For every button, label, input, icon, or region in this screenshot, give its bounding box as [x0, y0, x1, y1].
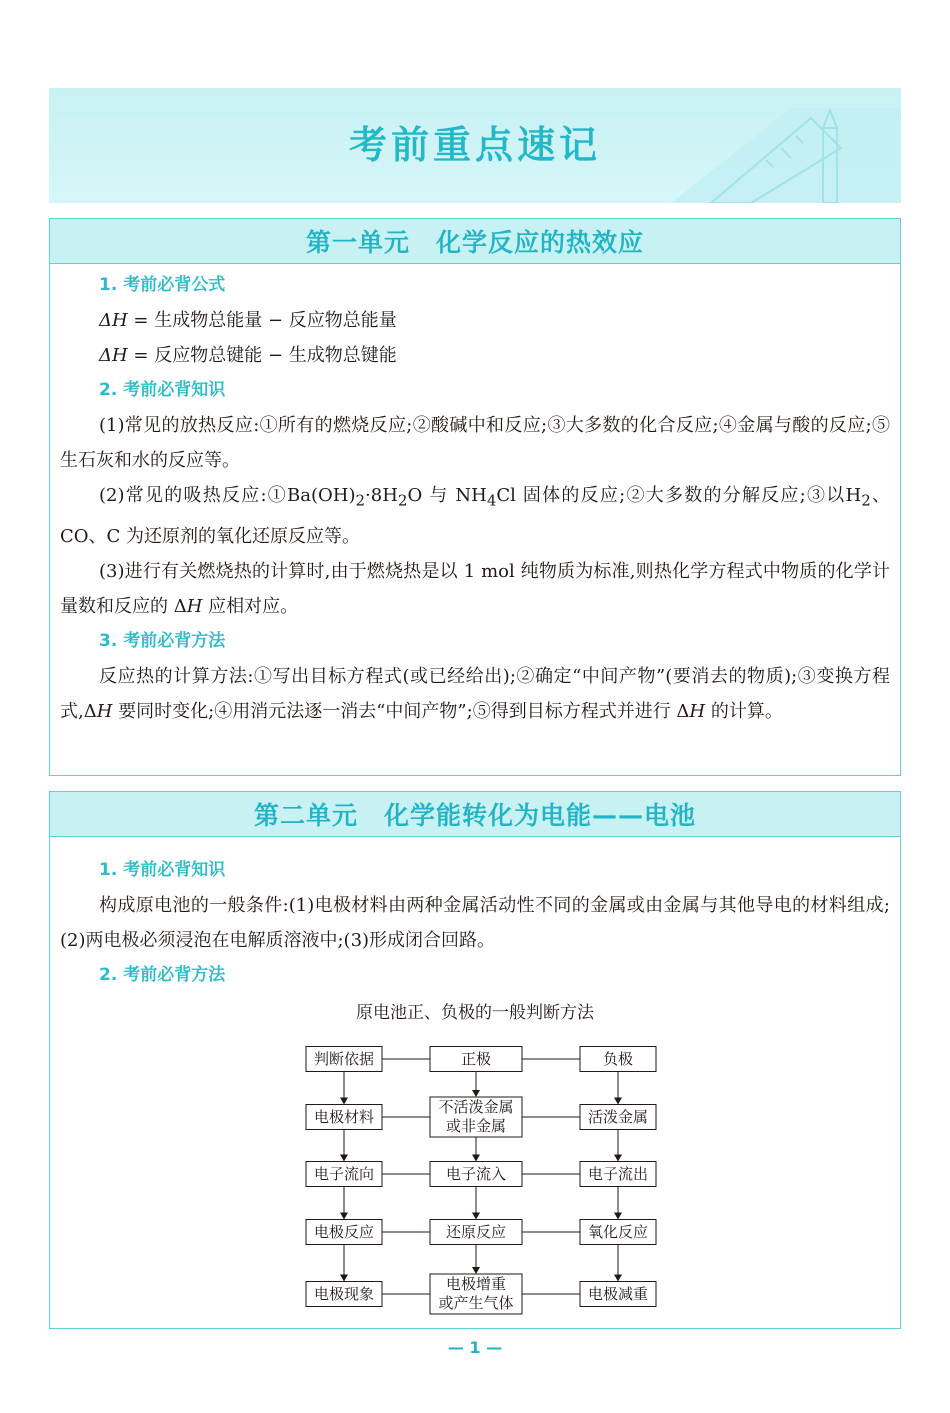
text-run: Cl 固体的反应;②大多数的分解反应;③以H — [496, 485, 862, 506]
title-banner — [49, 88, 901, 203]
right-row-0-label: 负极 — [602, 1050, 634, 1068]
knowledge-paragraph-3 — [60, 554, 890, 624]
battery-condition-paragraph: 构成原电池的一般条件:(1)电极材料由两种金属活动性不同的金属或由金属与其他导电的材料组成;(2)两电极必须浸泡在电解质溶液中;(3)形成闭合回路。 — [60, 895, 890, 951]
unit-2-subheading-method: 2. 考前必背方法 — [99, 965, 226, 985]
center-row-3-label: 还原反应 — [445, 1223, 507, 1241]
delta-h-symbol: ΔH — [99, 310, 128, 331]
left-row-2-label: 电子流向 — [313, 1165, 375, 1183]
center-row-2-label: 电子流入 — [445, 1165, 507, 1183]
formula-1-text: = 生成物总能量 − 反应物总能量 — [127, 310, 397, 331]
page-number: — 1 — — [447, 1338, 503, 1357]
italic-variable: H — [186, 595, 203, 617]
right-row-4-label: 电极减重 — [587, 1285, 649, 1303]
left-row-4-label: 电极现象 — [313, 1285, 375, 1303]
text-run: (3)进行有关燃烧热的计算时,由于燃烧热是以 1 mol 纯物质为标准,则热化学方程式中物质的化学计量数和反应的 Δ — [60, 560, 890, 617]
left-row-3-label: 电极反应 — [313, 1223, 375, 1241]
unit-1-section — [49, 218, 901, 776]
unit-2-body — [50, 837, 900, 1333]
subscript: 2 — [397, 491, 408, 510]
page-title: 考前重点速记 — [348, 123, 601, 167]
center-row-4-label: 电极增重 — [445, 1275, 507, 1293]
subscript: 2 — [861, 491, 871, 510]
italic-variable: H — [96, 700, 113, 722]
left-row-0-label: 判断依据 — [313, 1050, 375, 1068]
electrode-judgment-diagram — [60, 1033, 888, 1333]
unit-1-subheading-method: 3. 考前必背方法 — [99, 630, 226, 651]
unit-1-subheading-knowledge: 2. 考前必背知识 — [99, 380, 226, 400]
diagram-title: 原电池正、负极的一般判断方法 — [356, 1003, 594, 1023]
unit-2-title: 第二单元 化学能转化为电能——电池 — [50, 792, 900, 837]
unit-2-section — [49, 791, 901, 1329]
unit-1-title: 第一单元 化学反应的热效应 — [50, 219, 900, 264]
text-run: 、CO、C 为还原剂的氧化还原反应等。 — [60, 485, 890, 547]
delta-h-symbol: ΔH — [99, 345, 128, 366]
unit-1-subheading-formula: 1. 考前必背公式 — [99, 275, 226, 295]
italic-variable: H — [689, 700, 706, 722]
text-run: (2)常见的吸热反应:①Ba(OH) — [99, 485, 356, 506]
text-run: 要同时变化;④用消元法逐一消去“中间产物”;⑤得到目标方程式并进行 Δ — [112, 700, 690, 722]
formula-1 — [60, 303, 890, 338]
left-row-1-label: 电极材料 — [313, 1108, 375, 1126]
center-row-4-label: 或产生气体 — [438, 1294, 514, 1312]
center-row-1-label: 或非金属 — [445, 1117, 507, 1135]
knowledge-paragraph-1: (1)常见的放热反应:①所有的燃烧反应;②酸碱中和反应;③大多数的化合反应;④金属与酸的反应;⑤生石灰和水的反应等。 — [60, 415, 890, 471]
text-run: 反应热的计算方法:①写出目标方程式(或已经给出);②确定“中间产物”(要消去的物质);③变换方程式,Δ — [60, 665, 890, 722]
right-row-1-label: 活泼金属 — [587, 1108, 649, 1126]
right-row-2-label: 电子流出 — [587, 1165, 649, 1183]
formula-2 — [60, 338, 890, 373]
subscript: 4 — [486, 491, 497, 510]
text-run: 的计算。 — [705, 700, 783, 722]
unit-2-subheading-knowledge: 1. 考前必背知识 — [99, 860, 226, 880]
text-run: ·8H — [365, 485, 398, 506]
knowledge-paragraph-2 — [60, 478, 890, 554]
unit-1-body — [50, 264, 900, 729]
subscript: 2 — [355, 491, 366, 510]
text-run: O 与 NH — [407, 485, 487, 506]
center-row-0-label: 正极 — [460, 1050, 492, 1068]
formula-2-text: = 反应物总键能 − 生成物总键能 — [127, 345, 397, 366]
center-row-1-label: 不活泼金属 — [438, 1098, 514, 1116]
right-row-3-label: 氧化反应 — [587, 1223, 649, 1241]
method-paragraph — [60, 659, 890, 729]
text-run: 应相对应。 — [202, 595, 299, 617]
